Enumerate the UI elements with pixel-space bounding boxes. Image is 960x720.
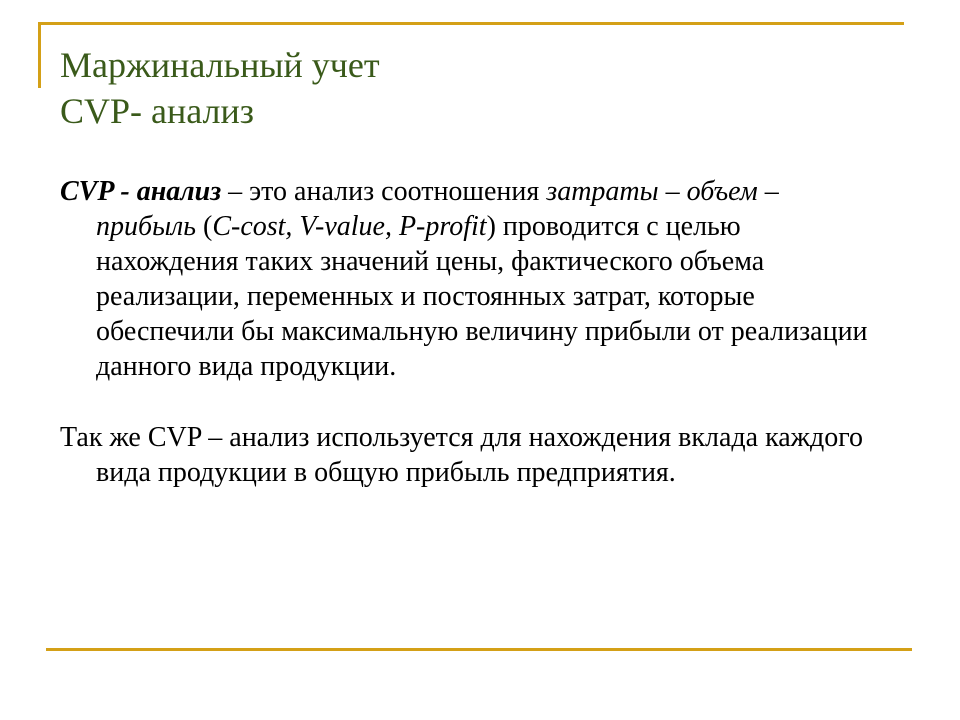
paragraph-cvp-definition xyxy=(60,174,880,384)
text-segment-2: ( xyxy=(196,211,213,242)
bottom-rule xyxy=(46,648,912,651)
italic-cost-volume-profit: затраты – объем – прибыль xyxy=(96,176,779,242)
term-cvp: CVP - анализ xyxy=(60,176,222,207)
italic-cvp-expansion: C-cost, V-value, P-profit xyxy=(212,211,487,242)
top-rule xyxy=(40,22,904,25)
text-segment-3: ) проводится с целью нахождения таких значений цены, фактического объема реализации, переменных и постоянных затрат, которые обеспечили бы максимальную величину прибыли от реализации данного вида продукции. xyxy=(96,211,868,382)
text-segment-1: – это анализ соотношения xyxy=(221,176,547,207)
slide-body xyxy=(60,174,880,490)
title-line-2: CVP- анализ xyxy=(60,91,255,131)
title-line-1: Маржинальный учет xyxy=(60,45,380,85)
left-rule xyxy=(38,22,41,88)
paragraph-cvp-usage: Так же CVP – анализ используется для нахождения вклада каждого вида продукции в общую прибыль предприятия. xyxy=(60,422,864,488)
slide-title xyxy=(60,42,380,134)
